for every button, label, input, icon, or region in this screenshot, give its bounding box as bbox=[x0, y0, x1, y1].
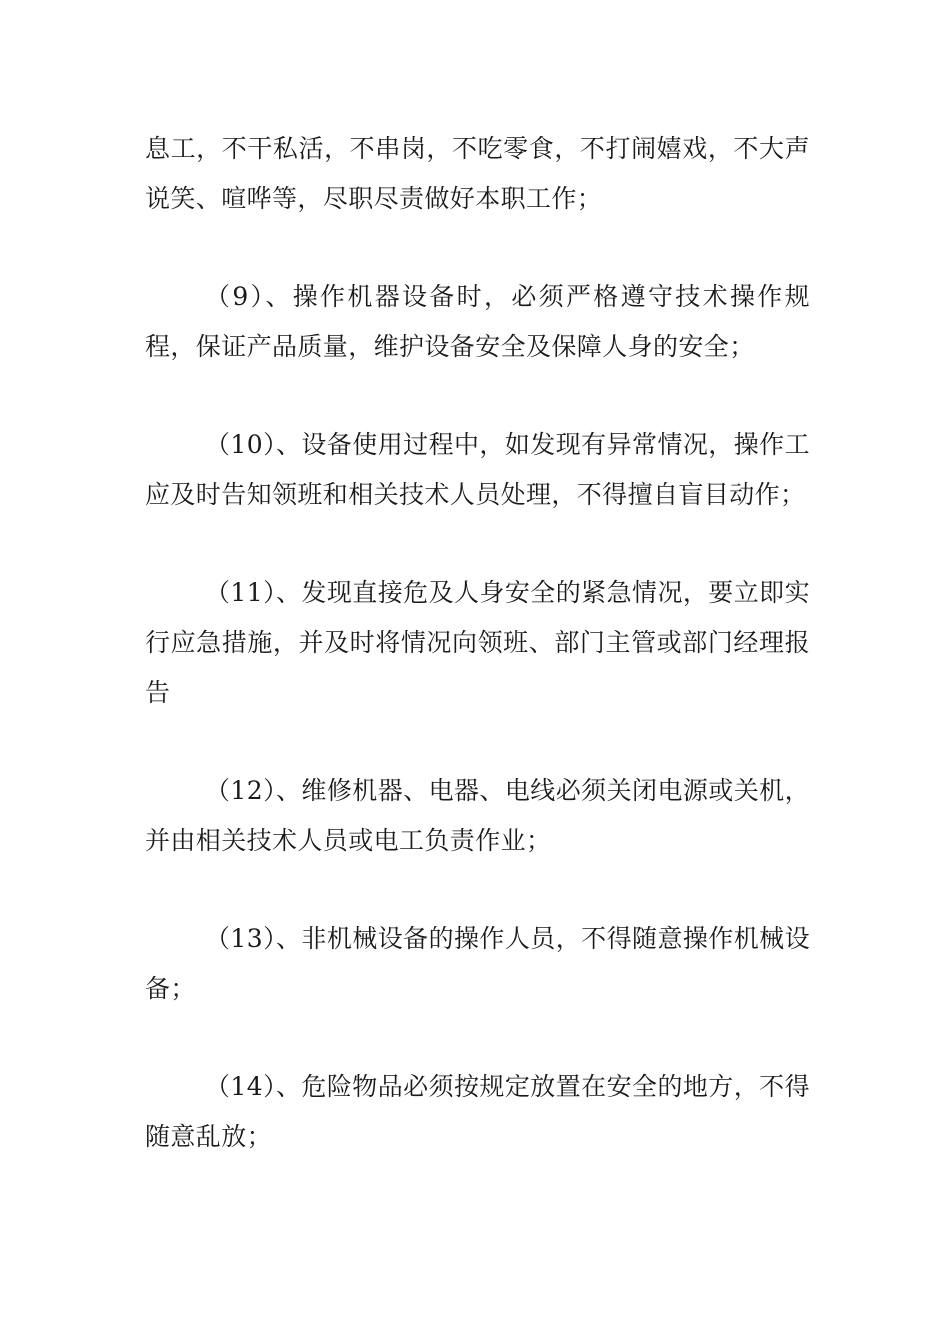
paragraph-item-12: （12）、维修机器、电器、电线必须关闭电源或关机，并由相关技术人员或电工负责作业； bbox=[145, 776, 810, 855]
paragraph-item-10: （10）、设备使用过程中，如发现有异常情况，操作工应及时告知领班和相关技术人员处理，不得擅自盲目动作； bbox=[145, 430, 810, 509]
document-body bbox=[145, 124, 810, 1210]
paragraph-item-14: （14）、危险物品必须按规定放置在安全的地方，不得随意乱放； bbox=[145, 1072, 810, 1151]
paragraph-continuation: 息工，不干私活，不串岗，不吃零食，不打闹嬉戏，不大声说笑、喧哗等，尽职尽责做好本职工作； bbox=[145, 134, 810, 213]
paragraph-item-9: （9）、操作机器设备时，必须严格遵守技术操作规程，保证产品质量，维护设备安全及保障人身的安全； bbox=[145, 282, 810, 361]
paragraph-item-11: （11）、发现直接危及人身安全的紧急情况，要立即实行应急措施，并及时将情况向领班、部门主管或部门经理报告 bbox=[145, 578, 810, 707]
paragraph-item-13: （13）、非机械设备的操作人员，不得随意操作机械设备； bbox=[145, 924, 810, 1003]
